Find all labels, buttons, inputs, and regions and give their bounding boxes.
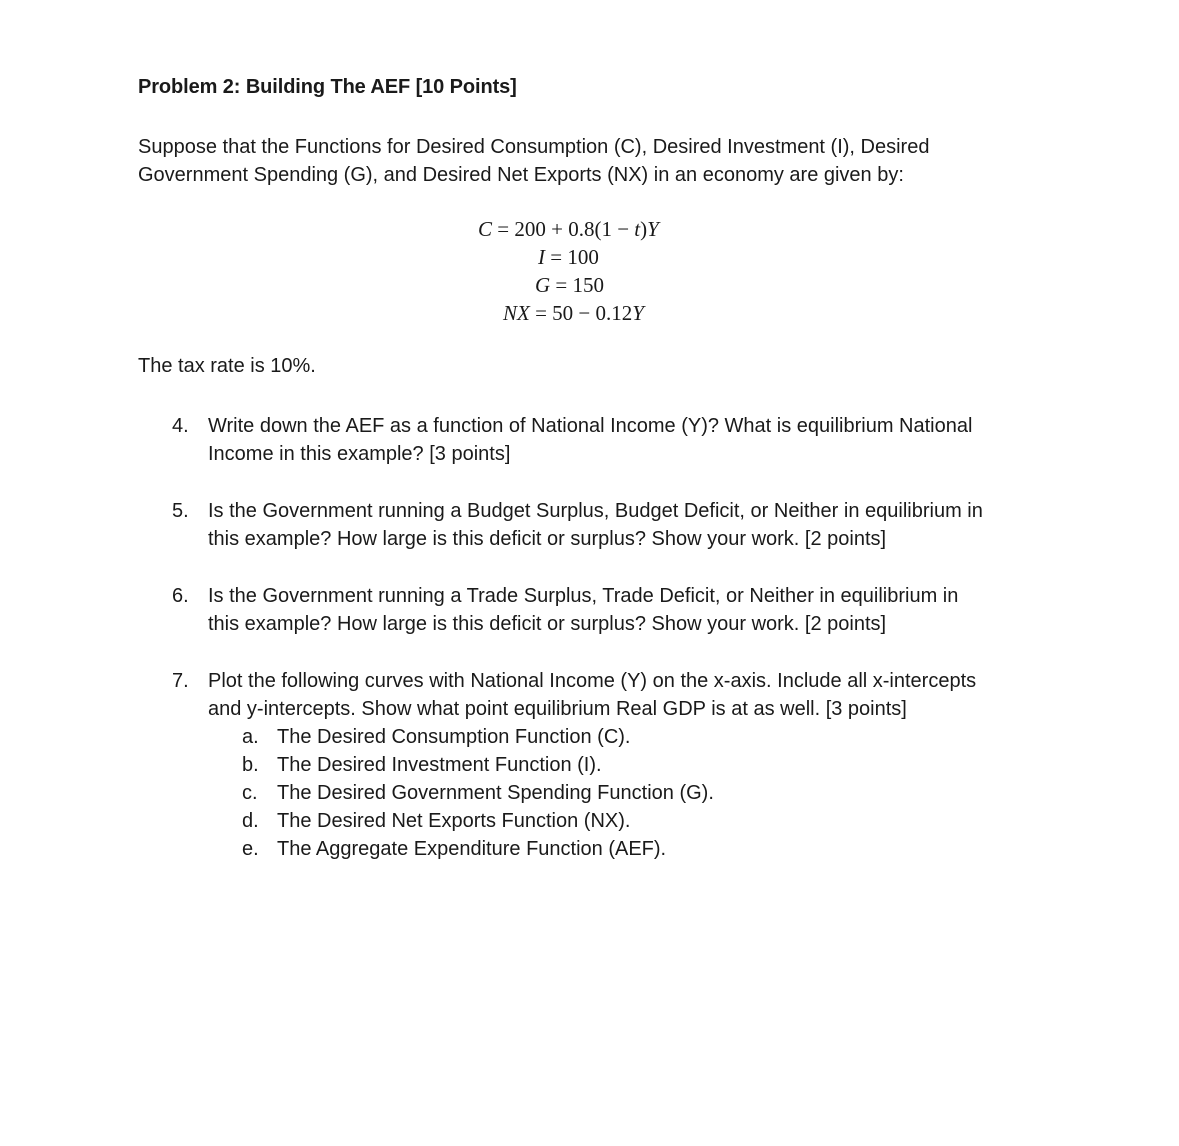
- question-7: [172, 667, 1052, 863]
- eq-c-rhs: = 200 + 0.8(1 −: [497, 217, 635, 241]
- question-line-2: this example? How large is this deficit or surplus? Show your work. [2 points]: [208, 528, 887, 550]
- eq-nx-y: Y: [632, 301, 644, 325]
- question-4: [172, 412, 1052, 468]
- equation-net-exports: [503, 301, 644, 326]
- subitem-a: [208, 723, 1052, 751]
- subitem-b: [208, 751, 1052, 779]
- subitem-letter: b.: [242, 754, 259, 776]
- question-body: [208, 667, 1052, 723]
- question-body: [208, 412, 1052, 468]
- question-line-1: Plot the following curves with National Income (Y) on the x-axis. Include all x-intercepts: [208, 670, 977, 692]
- subitem-letter: d.: [242, 810, 259, 832]
- question-number: 4.: [172, 415, 189, 437]
- subitem-c: [208, 779, 1052, 807]
- question-number: 7.: [172, 670, 189, 692]
- question-6: [172, 582, 1052, 638]
- eq-c-close: ): [640, 217, 648, 241]
- eq-nx-rhs: = 50 − 0.12: [535, 301, 633, 325]
- eq-i-lhs: I: [538, 245, 545, 269]
- question-line-1: Is the Government running a Budget Surplus, Budget Deficit, or Neither in equilibrium in: [208, 500, 983, 522]
- subitem-d: [208, 807, 1052, 835]
- equation-investment: [538, 245, 599, 270]
- eq-c-t: t: [634, 217, 641, 241]
- tax-rate-text: The tax rate is 10%.: [138, 355, 316, 377]
- subitem-text: The Desired Government Spending Function (G).: [277, 782, 714, 804]
- question-number: 6.: [172, 585, 189, 607]
- eq-c-y: Y: [647, 217, 659, 241]
- subitem-text: The Aggregate Expenditure Function (AEF).: [277, 838, 667, 860]
- question-body: [208, 582, 1052, 638]
- question-5: [172, 497, 1052, 553]
- question-body: [208, 497, 1052, 553]
- eq-g-rhs: = 150: [555, 273, 605, 297]
- question-line-2: and y-intercepts. Show what point equilibrium Real GDP is at as well. [3 points]: [208, 698, 907, 720]
- problem-intro: [138, 133, 1038, 189]
- question-line-1: Write down the AEF as a function of National Income (Y)? What is equilibrium National: [208, 415, 973, 437]
- subitem-text: The Desired Consumption Function (C).: [277, 726, 631, 748]
- intro-line-2: Government Spending (G), and Desired Net Exports (NX) in an economy are given by:: [138, 164, 904, 186]
- intro-line-1: Suppose that the Functions for Desired Consumption (C), Desired Investment (I), Desired: [138, 136, 930, 158]
- eq-c-lhs: C: [478, 217, 493, 241]
- subitem-e: [208, 835, 1052, 863]
- subitem-letter: a.: [242, 726, 259, 748]
- subitem-letter: c.: [242, 782, 258, 804]
- problem-title: Problem 2: Building The AEF [10 Points]: [138, 76, 517, 98]
- question-line-2: Income in this example? [3 points]: [208, 443, 511, 465]
- equation-consumption: [478, 217, 659, 242]
- eq-nx-lhs: NX: [503, 301, 530, 325]
- subitem-text: The Desired Investment Function (I).: [277, 754, 602, 776]
- question-line-2: this example? How large is this deficit or surplus? Show your work. [2 points]: [208, 613, 887, 635]
- subitem-letter: e.: [242, 838, 259, 860]
- question-number: 5.: [172, 500, 189, 522]
- equation-government: [535, 273, 604, 298]
- eq-g-lhs: G: [535, 273, 551, 297]
- subitem-text: The Desired Net Exports Function (NX).: [277, 810, 631, 832]
- subitem-list: [208, 723, 1052, 863]
- question-line-1: Is the Government running a Trade Surplus, Trade Deficit, or Neither in equilibrium in: [208, 585, 959, 607]
- eq-i-rhs: = 100: [550, 245, 599, 269]
